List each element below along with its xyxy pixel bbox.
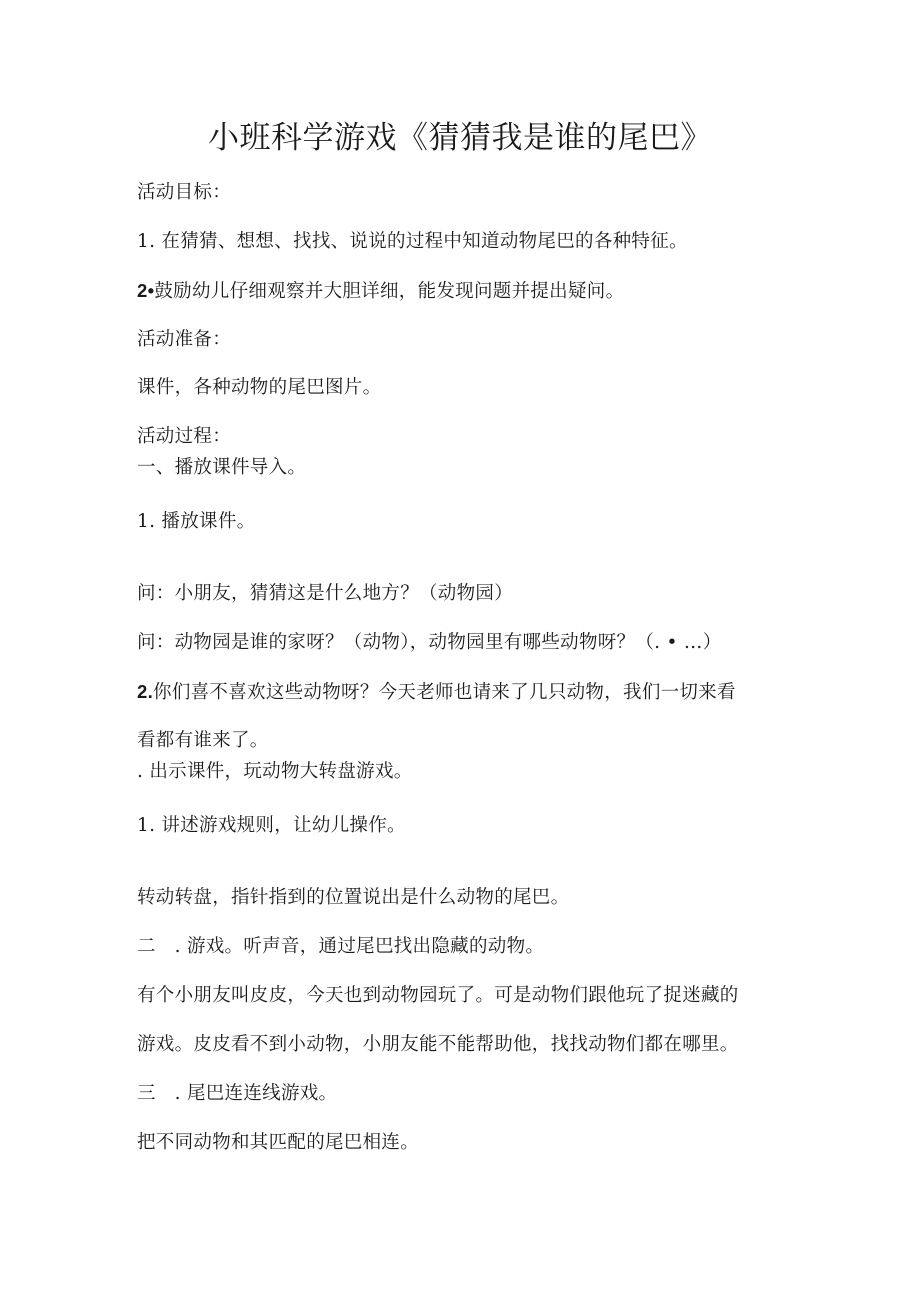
line-text: 问：小朋友，猜猜这是什么地方？（动物园） — [137, 583, 514, 604]
text-line — [137, 424, 231, 450]
text-line — [137, 1130, 419, 1156]
line-text: 1. 在猜猜、想想、找找、说说的过程中知道动物尾巴的各种特征。 — [137, 231, 688, 252]
text-line — [137, 455, 306, 481]
line-text: 鼓励幼儿仔细观察并大胆详细，能发现问题并提出疑问。 — [154, 281, 625, 302]
text-line — [137, 327, 231, 353]
line-text: . 出示课件，玩动物大转盘游戏。 — [137, 761, 413, 782]
text-line — [137, 630, 722, 656]
text-line — [137, 679, 736, 706]
text-line — [137, 278, 624, 305]
line-text: 二 . 游戏。听声音，通过尾巴找出隐藏的动物。 — [137, 936, 545, 957]
text-line — [137, 759, 413, 785]
text-line — [137, 728, 269, 754]
line-text: 有个小朋友叫皮皮，今天也到动物园玩了。可是动物们跟他玩了捉迷藏的 — [137, 985, 739, 1006]
line-text: 活动目标： — [137, 182, 232, 203]
line-text: 问：动物园是谁的家呀？（动物），动物园里有哪些动物呀？（. • …） — [137, 632, 722, 653]
line-text: 活动过程： — [137, 426, 232, 447]
text-line — [137, 1032, 739, 1058]
text-line — [137, 180, 231, 206]
text-line — [137, 885, 569, 911]
line-text: 一、播放课件导入。 — [137, 457, 307, 478]
line-text: 转动转盘，指针指到的位置说出是什么动物的尾巴。 — [137, 887, 570, 908]
document-title: 小班科学游戏《猜猜我是谁的尾巴》 — [208, 120, 712, 156]
text-line — [137, 581, 513, 607]
line-text: 活动准备： — [137, 329, 232, 350]
line-text: 三 . 尾巴连连线游戏。 — [137, 1083, 338, 1104]
text-line — [137, 813, 406, 839]
line-number: 2• — [137, 280, 155, 301]
text-line — [137, 934, 544, 960]
line-text: 1. 讲述游戏规则，让幼儿操作。 — [137, 815, 406, 836]
line-text: 你们喜不喜欢这些动物呀？今天老师也请来了几只动物，我们一切来看 — [153, 682, 736, 703]
text-line — [137, 509, 255, 535]
line-text: 课件，各种动物的尾巴图片。 — [137, 377, 382, 398]
text-line — [137, 1081, 337, 1107]
text-line — [137, 229, 688, 255]
line-text: 游戏。皮皮看不到小动物，小朋友能不能帮助他，找找动物们都在哪里。 — [137, 1034, 739, 1055]
line-text: 把不同动物和其匹配的尾巴相连。 — [137, 1132, 420, 1153]
line-text: 1. 播放课件。 — [137, 511, 256, 532]
text-line — [137, 983, 739, 1009]
line-number: 2. — [137, 681, 154, 702]
text-line — [137, 375, 381, 401]
line-text: 看都有谁来了。 — [137, 730, 269, 751]
